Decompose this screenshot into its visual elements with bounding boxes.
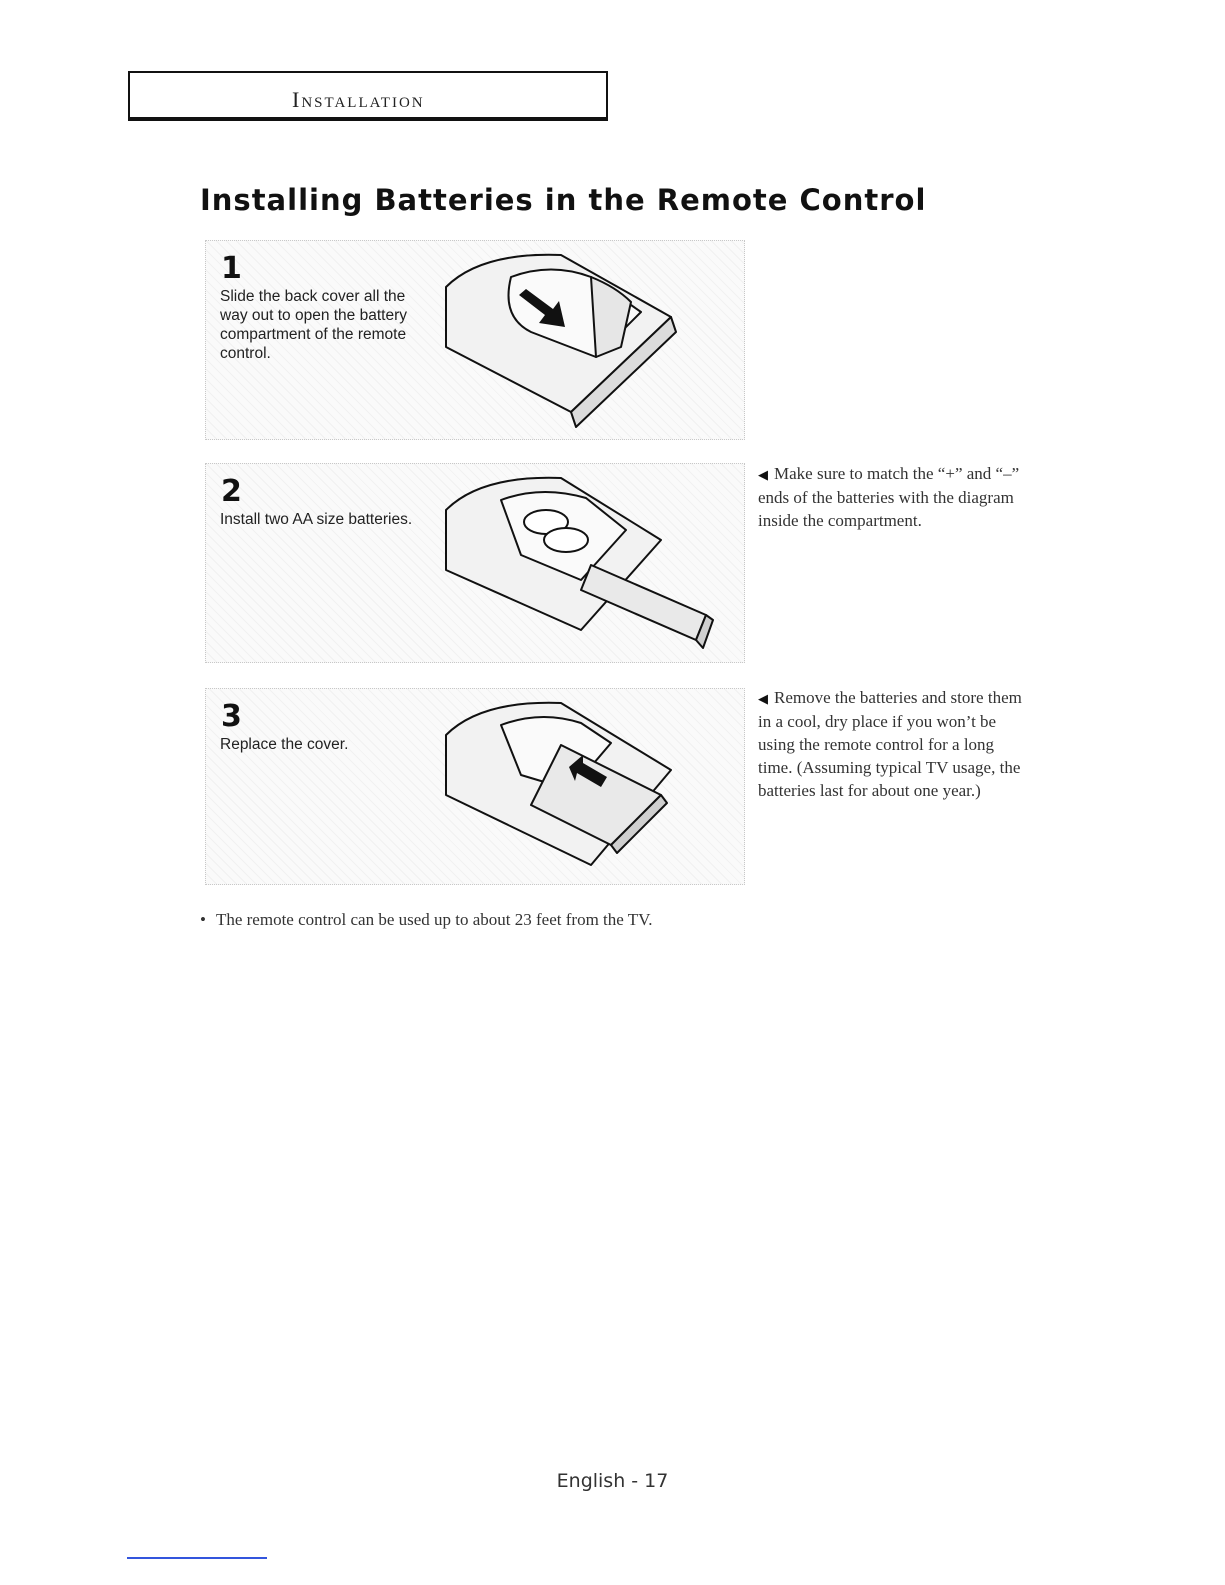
bullet-icon: • bbox=[200, 910, 206, 929]
step-text: Replace the cover. bbox=[220, 736, 349, 753]
remote-replace-cover-illustration bbox=[441, 695, 741, 885]
note-storage bbox=[758, 686, 1023, 802]
note-text: Make sure to match the “+” and “–” ends of the batteries with the diagram inside the compartment. bbox=[758, 464, 1020, 530]
step-text: Install two AA size batteries. bbox=[220, 511, 413, 528]
step-text: Slide the back cover all the way out to open the battery compartment of the remote control. bbox=[220, 288, 407, 362]
section-header-box bbox=[128, 71, 608, 121]
footer-rule bbox=[127, 1557, 267, 1559]
remote-install-batteries-illustration bbox=[441, 470, 741, 660]
step-number: 2 bbox=[221, 474, 242, 509]
triangle-left-icon: ◀ bbox=[758, 467, 768, 482]
note-text: Remove the batteries and store them in a cool, dry place if you won’t be using the remote control for a long time. (Assuming typical TV usage, the batteries last for about one year.) bbox=[758, 688, 1022, 800]
step-number: 1 bbox=[221, 251, 242, 286]
page-footer: English - 17 bbox=[556, 1470, 669, 1492]
section-title: Installation bbox=[292, 87, 425, 112]
step-panel-3 bbox=[205, 688, 745, 885]
note-match-polarity bbox=[758, 462, 1023, 532]
remote-open-cover-illustration bbox=[441, 247, 741, 437]
triangle-left-icon: ◀ bbox=[758, 691, 768, 706]
bullet-text: The remote control can be used up to about 23 feet from the TV. bbox=[215, 910, 653, 929]
step-panel-2 bbox=[205, 463, 745, 663]
step-panel-1 bbox=[205, 240, 745, 440]
step-number: 3 bbox=[221, 699, 242, 734]
range-bullet bbox=[200, 910, 652, 930]
page-title: Installing Batteries in the Remote Control bbox=[200, 183, 927, 217]
